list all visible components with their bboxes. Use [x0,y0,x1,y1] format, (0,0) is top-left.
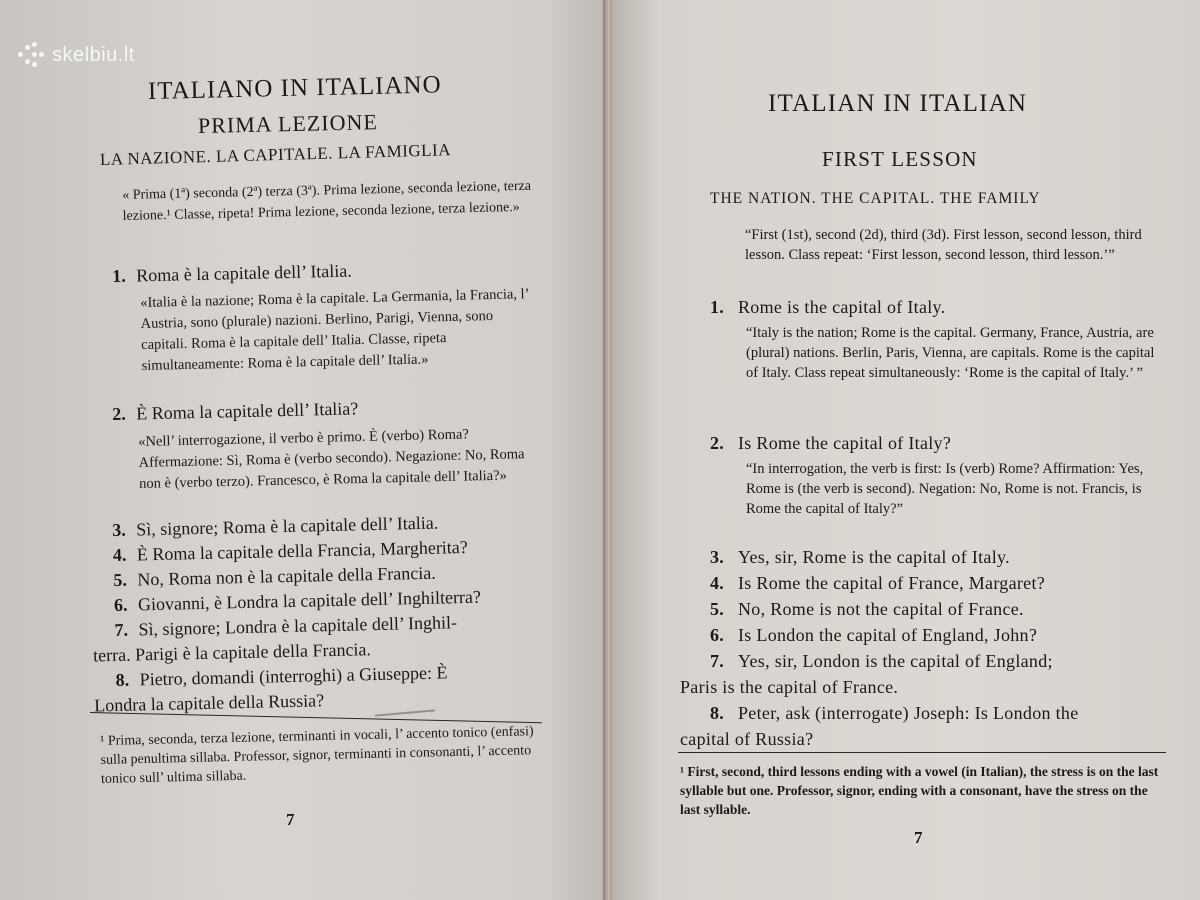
item-text: Is London the capital of England, John? [738,625,1038,645]
item-continuation: capital of Russia? [680,729,814,749]
list-item [710,570,1079,596]
list-item [710,544,1079,570]
footnote-rule [678,752,1166,753]
left-intro-note: « Prima (1ª) seconda (2ª) terza (3ª). Prima lezione, seconda lezione, terza lezione.¹ Classe, ripeta! Prima lezione, seconda lezione, terza lezione.» [122,178,532,224]
right-page-subtitle: FIRST LESSON [822,147,978,171]
item-number: 2. [112,403,126,424]
item-number: 6. [710,625,725,645]
item-number: 7. [114,619,129,640]
watermark [18,40,188,70]
item-number: 5. [113,569,128,590]
item-number: 6. [113,594,128,615]
right-item-2 [710,430,951,456]
item-continuation: Paris is the capital of France. [680,677,899,697]
watermark-text: skelbiu.lt [52,43,135,66]
right-page-number: 7 [914,828,923,847]
item-number: 8. [115,669,130,690]
item-text: Pietro, domandi (interroghi) a Giuseppe: È [139,662,448,690]
item-number: 8. [710,703,725,723]
item-text: Yes, sir, Rome is the capital of Italy. [738,547,1010,567]
item-text: Yes, sir, London is the capital of England; [738,651,1053,671]
right-page-title: ITALIAN IN ITALIAN [768,90,1028,117]
left-section-heading: LA NAZIONE. LA CAPITALE. LA FAMIGLIA [99,140,452,169]
item-text: Is Rome the capital of France, Margaret? [738,573,1046,593]
item-text: Sì, signore; Londra è la capitale dell’ Inghil- [138,612,458,640]
item-continuation: Londra la capitale della Russia? [94,690,325,716]
item-text: Sì, signore; Roma è la capitale dell’ Italia. [136,512,439,540]
item-number: 1. [112,265,126,286]
list-item [710,596,1079,622]
item-number: 3. [112,519,126,540]
item-number: 4. [710,573,725,593]
left-page-title: ITALIANO IN ITALIANO [147,71,442,105]
item-number: 5. [710,599,725,619]
list-item [710,648,1079,674]
item-text: È Roma la capitale dell’ Italia? [136,398,359,424]
item-number: 2. [710,433,725,453]
right-item-list [680,544,1079,752]
item-text: No, Rome is not the capital of France. [738,599,1024,619]
right-quote-2: “In interrogation, the verb is first: Is (verb) Rome? Affirmation: Yes, Rome is (the verb is second). Negation: No, Rome is not. Francis, is Rome the capital of Italy?” [746,461,1144,517]
right-footnote: ¹ First, second, third lessons ending with a vowel (in Italian), the stress is on the last syllable but one. Professor, signor, ending with a consonant, have the stress on the last syllable. [680,764,1159,817]
item-text: No, Roma non è la capitale della Francia. [137,562,436,590]
item-number: 4. [112,544,127,565]
left-quote-2: «Nell’ interrogazione, il verbo è primo. È (verbo) Roma? Affermazione: Sì, Roma è (verbo secondo). Negazione: No, Roma non è (verbo terzo). Francesco, è Roma la capitale dell’ Italia?» [138,426,525,492]
right-section-heading: THE NATION. THE CAPITAL. THE FAMILY [710,190,1041,207]
item-number: 1. [710,297,725,317]
list-item [710,700,1079,726]
left-page-subtitle: PRIMA LEZIONE [197,109,379,138]
right-item-1 [710,294,945,320]
item-text: È Roma la capitale della Francia, Margherita? [136,536,469,565]
dots-logo-icon [18,42,44,68]
item-text: Is Rome the capital of Italy? [738,433,952,453]
item-number: 3. [710,547,725,567]
left-page-number: 7 [286,810,295,829]
left-quote-1: «Italia è la nazione; Roma è la capitale. La Germania, la Francia, l’ Austria, sono (plurale) nazioni. Berlino, Parigi, Vienna, sono capitali. Roma è la capitale dell’ Italia. Classe, ripeta simultaneamente: Roma è la capitale dell’ Italia.» [140,286,529,374]
list-item [710,622,1079,648]
item-continuation: terra. Parigi è la capitale della Francia. [92,639,372,666]
item-text: Roma è la capitale dell’ Italia. [136,260,352,286]
right-intro-note: “First (1st), second (2d), third (3d). First lesson, second lesson, third lesson. Class repeat: ‘First lesson, second lesson, third lesson.’” [745,227,1142,263]
right-quote-1: “Italy is the nation; Rome is the capital. Germany, France, Austria, are (plural) nations. Berlin, Paris, Vienna, are capitals. Rome is the capital of Italy. Class repeat simultaneously: ‘Rome is the capital of Italy.’ ” [746,325,1155,381]
item-text: Rome is the capital of Italy. [738,297,946,317]
item-text: Giovanni, è Londra la capitale dell’ Inghilterra? [137,586,482,615]
left-item-list [92,510,483,718]
left-footnote: ¹ Prima, seconda, terza lezione, terminanti in vocali, l’ accento tonico (enfasi) sulla penultima sillaba. Professor, signor, terminanti in consonanti, l’ accento tonico sull’ ultima sillaba. [100,724,534,787]
item-text: Peter, ask (interrogate) Joseph: Is London the [738,703,1079,723]
item-number: 7. [710,651,725,671]
